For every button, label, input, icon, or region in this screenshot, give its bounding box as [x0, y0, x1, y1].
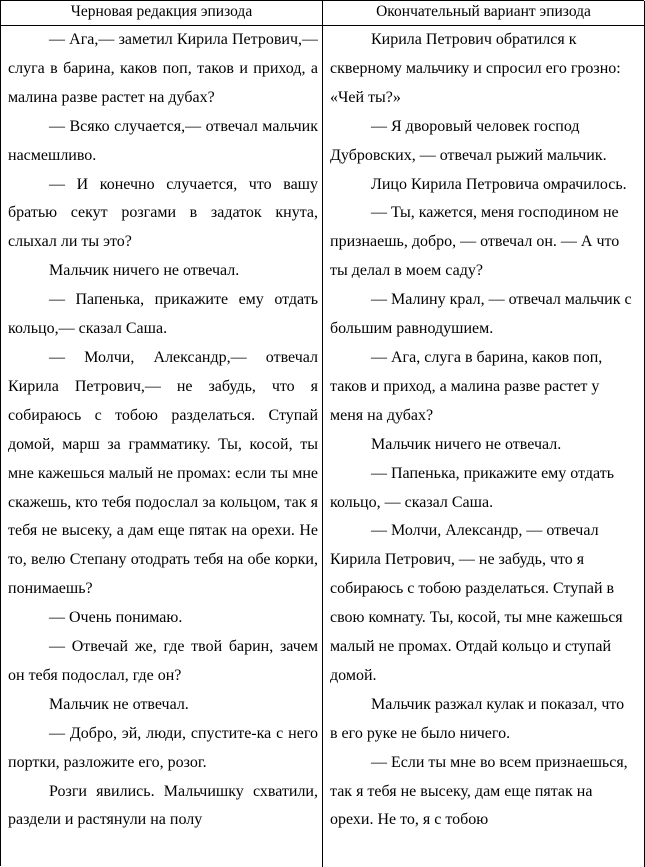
- final-paragraph: — Молчи, Александр, — отвечал Кирила Петрович, — не забудь, что я собираюсь с тобою разделаться. Ступай в свою комнату. Ты, косой, ты мне кажешься малый не промах. Отдай кольцо и ступай домой.: [330, 522, 623, 684]
- draft-paragraph: — Отвечай же, где твой барин, зачем он тебя подослал, где он?: [8, 638, 318, 684]
- final-paragraph: Мальчик ничего не отвечал.: [371, 435, 562, 453]
- draft-paragraph: — Молчи, Александр,— отвечал Кирила Петрович,— не забудь, что я собираюсь с тобою разделаться. Ступай домой, марш за грамматику. Ты, косой, ты мне кажешься малый не промах: если ты мне скажешь, кто тебя подослал за кольцом, так я тебя не высеку, а дам еще пятак на орехи. Не то, велю Степану отодрать тебя на обе корки, понимаешь?: [8, 348, 318, 598]
- column-divider: [322, 1, 323, 867]
- final-paragraph: — Малину крал, — отвечал мальчик с большим равнодушием.: [330, 291, 632, 338]
- draft-paragraph: — Всяко случается,— отвечал мальчик насмешливо.: [8, 117, 318, 164]
- draft-paragraph: — Ага,— заметил Кирила Петрович,— слуга в барина, каков поп, таков и приход, а малина разве растет на дубах?: [8, 31, 318, 106]
- header-draft-version: Черновая редакция эпизода: [70, 3, 253, 20]
- final-paragraph: Мальчик разжал кулак и показал, что в его руке не было ничего.: [330, 695, 625, 742]
- draft-paragraph: — Добро, эй, люди, спустите-ка с него портки, разложите его, розог.: [8, 724, 318, 771]
- final-paragraph: — Я дворовый человек господ Дубровских, — отвечал рыжий мальчик.: [330, 117, 607, 164]
- table-header-row: [1, 1, 645, 26]
- final-paragraph: — Если ты мне во всем признаешься, так я тебя не высеку, дам еще пятак на орехи. Не то, я с тобою: [330, 753, 628, 829]
- final-paragraph: — Ага, слуга в барина, каков поп, таков и приход, а малина разве растет у меня на дубах?: [330, 348, 603, 424]
- final-paragraph: — Папенька, прикажите ему отдать кольцо, — сказал Саша.: [330, 464, 614, 511]
- draft-paragraph: — И конечно случается, что вашу братью секут розгами в задаток кнута, слыхал ли ты это?: [8, 175, 318, 251]
- final-paragraph: — Ты, кажется, меня господином не признаешь, добро, — отвечал он. — А что ты делал в моем саду?: [330, 204, 620, 280]
- draft-paragraph: — Папенька, прикажите ему отдать кольцо,— сказал Саша.: [8, 291, 318, 338]
- draft-paragraph: Мальчик ничего не отвечал.: [49, 262, 240, 280]
- final-paragraph: Лицо Кирила Петровича омрачилось.: [371, 175, 627, 193]
- draft-paragraph: Розги явились. Мальчишку схватили, раздели и растянули на полу: [8, 782, 318, 829]
- header-final-version: Окончательный вариант эпизода: [376, 3, 591, 20]
- draft-paragraph: — Очень понимаю.: [49, 609, 183, 627]
- draft-column: [8, 26, 318, 835]
- draft-paragraph: Мальчик не отвечал.: [49, 695, 189, 713]
- final-paragraph: Кирила Петрович обратился к скверному мальчику и спросил его грозно: «Чей ты?»: [330, 31, 621, 106]
- final-column: [330, 26, 635, 835]
